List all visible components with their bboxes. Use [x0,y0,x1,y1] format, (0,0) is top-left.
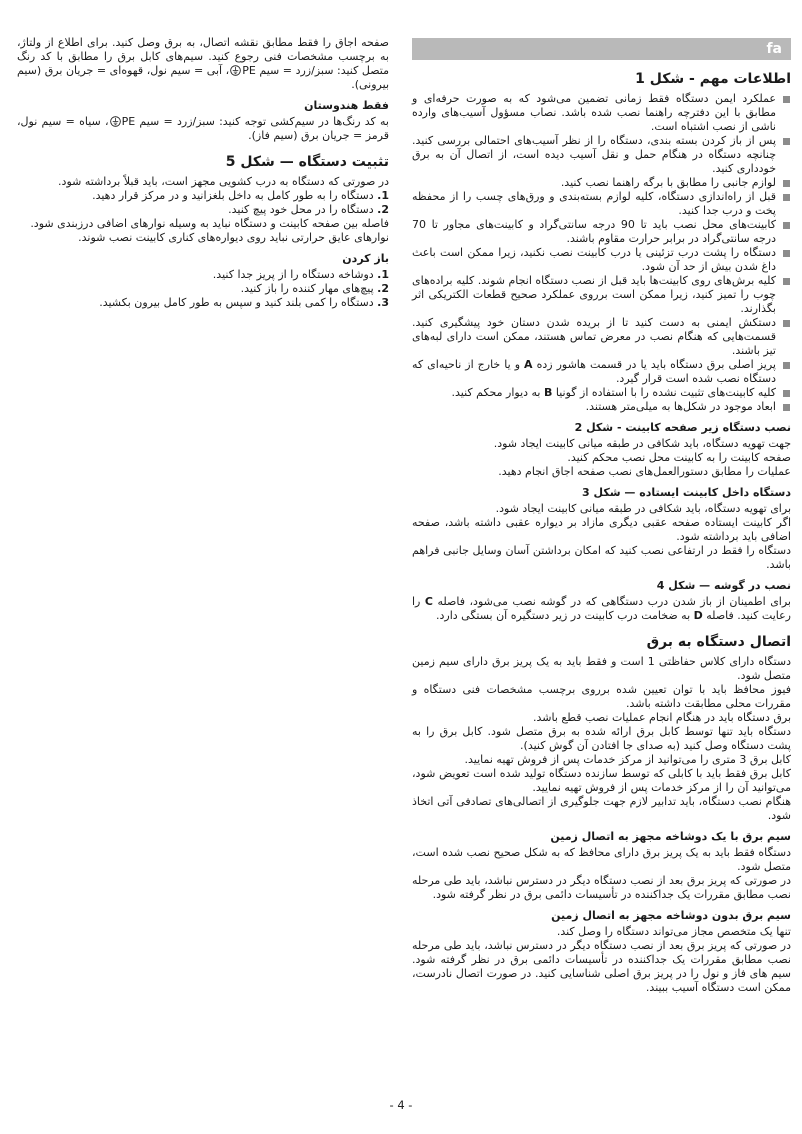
bullet-item: کلیه کابینت‌های تثبیت نشده را با استفاده از گونیا B به دیوار محکم کنید. [412,386,791,400]
paragraph: فیوز محافظ باید با توان تعیین شده برروی برچسب مشخصات فنی دستگاه و مقررات محلی مطابقت داشته باشد. [412,683,791,710]
sub-heading: باز کردن [342,252,389,265]
bullet-item: ابعاد موجود در شکل‌ها به میلی‌متر هستند. [412,400,791,414]
paragraph: دستگاه فقط باید به یک پریز برق دارای محافظ که به شکل صحیح نصب شده است، متصل شود. [412,846,791,873]
paragraph: تنها یک متخصص مجاز می‌تواند دستگاه را وصل کند. [556,925,791,938]
bullet-item: قبل از راه‌اندازی دستگاه، کلیه لوازم بسته‌بندی و ورق‌های چسب را از محفظه پخت و درب جدا کنید. [412,190,791,218]
sub-heading: فقط هندوستان [304,99,389,112]
paragraph: برای تهویه دستگاه، باید شکافی در طبقه میانی کابینت ایجاد شود. [495,502,791,515]
paragraph: دستگاه را فقط در ارتفاعی نصب کنید که امکان برداشتن آسان وسایل جانبی فراهم باشد. [412,544,791,571]
left-column [17,36,389,310]
paragraph: کابل برق 3 متری را می‌توانید از مرکز خدمات پس از فروش تهیه نمایید. [464,753,791,766]
paragraph: در صورتی که پریز برق بعد از نصب دستگاه دیگر در دسترس نباشد، باید طی مرحله نصب مطابق مقررات یک جداکننده در تأسیسات دائمی برق در نظر گرفته شود. [412,874,791,901]
right-column-content [412,70,791,995]
language-tag: fa [766,41,782,57]
paragraph: جهت تهویه دستگاه، باید شکافی در طبقه میانی کابینت ایجاد شود. [493,437,791,450]
paragraph: 2. دستگاه را در محل خود پیچ کنید. [228,203,389,216]
bullet-item: لوازم جانبی را مطابق با برگه راهنما نصب کنید. [412,176,791,190]
language-tag-bar [412,38,791,60]
paragraph: 3. دستگاه را کمی بلند کنید و سپس به طور کامل بیرون بکشید. [99,296,389,309]
bullet-item: کابینت‌های محل نصب باید تا 90 درجه سانتی‌گراد و کابینت‌های مجاور تا 70 درجه سانتی‌گراد در برابر حرارت مقاوم باشند. [412,218,791,246]
bold-reference: D [693,609,703,622]
paragraph: اگر کابینت ایستاده صفحه عقبی دیگری مازاد بر دیواره عقبی داشته باشد، صفحه اضافی باید برداشته شود. [412,516,791,543]
paragraph: 1. دوشاخه دستگاه را از پریز جدا کنید. [212,268,389,281]
bold-reference: 1. [377,189,389,202]
sub-heading: نصب دستگاه زیر صفحه کابینت - شکل 2 [574,421,791,434]
right-column [412,38,791,995]
bullet-item: عملکرد ایمن دستگاه فقط زمانی تضمین می‌شود که به صورت حرفه‌ای و مطابق با این دفترچه راهنما نصب شده باشد. نصاب مسؤول آسیب‌های وارده ناشی از نصب اشتباه است. [412,92,791,134]
paragraph: در صورتی که دستگاه به درب کشویی مجهز است، باید قبلاً برداشته شود. [58,175,389,188]
paragraph: دستگاه دارای کلاس حفاظتی 1 است و فقط باید به یک پریز برق دارای سیم زمین متصل شود. [412,655,792,682]
bold-reference: 1. [377,268,389,281]
paragraph: برق دستگاه باید در هنگام انجام عملیات نصب قطع باشد. [533,711,791,724]
bullet-item: پریز اصلی برق دستگاه باید یا در قسمت هاشور زده A و یا خارج از ناحیه‌ای که دستگاه نصب شده است قرار گیرد. [412,358,791,386]
paragraph: عملیات را مطابق دستورالعمل‌های نصب صفحه اجاق انجام دهید. [498,465,791,478]
sub-heading: سیم برق بدون دوشاخه مجهز به اتصال زمین [551,909,791,922]
bullet-item: کلیه برش‌های روی کابینت‌ها باید قبل از نصب دستگاه انجام شوند. کلیه براده‌های چوب را تمیز کنید، زیرا ممکن است برروی عملکرد صحیح قطعات الکتریکی اثر بگذارند. [412,274,791,316]
paragraph: دستگاه باید تنها توسط کابل برق ارائه شده به برق متصل شود. کابل برق را به پشت دستگاه وصل کنید (به صدای جا افتادن آن گوش کنید). [412,725,791,752]
page-number: - 4 - [389,1098,413,1112]
paragraph: فاصله بین صفحه کابینت و دستگاه نباید به وسیله نوارهای اضافی درزبندی شود. [30,217,389,230]
paragraph: 2. پیچ‌های مهار کننده را باز کنید. [240,282,389,295]
paragraph: در صورتی که پریز برق بعد از نصب دستگاه دیگر در دسترس نباشد، باید طی مرحله نصب مطابق مقررات یک جداکننده در تأسیسات دائمی برق در نظر گرفته شود. سیم های فاز و نول را در پریز برق اصلی شناسایی کنید. در صورت اتصال نادرست، ممکن است دستگاه آسیب ببیند. [412,939,791,994]
bullet-item: دستکش ایمنی به دست کنید تا از بریده شدن دستان خود پیشگیری کنید. قسمت‌هایی که هنگام نصب در معرض تماس هستند، ممکن است دارای لبه‌های تیز باشند. [412,316,791,358]
bold-reference: C [424,595,433,608]
paragraph: 1. دستگاه را به طور کامل به داخل بلغزانید و در مرکز قرار دهید. [92,189,389,202]
sub-heading: دستگاه داخل کابینت ایستاده — شکل 3 [582,486,791,499]
section-heading: اتصال دستگاه به برق [646,634,791,650]
bold-reference: B [543,386,553,399]
paragraph: نوارهای عایق حرارتی نباید روی دیواره‌های کناری کابینت نصب شوند. [78,231,389,244]
bold-reference: 3. [377,296,389,309]
paragraph: برای اطمینان از باز شدن درب دستگاهی که در گوشه نصب می‌شود، فاصله C را رعایت کنید. فاصله D به ضخامت درب کابینت در زیر دستگیره آن بستگی دارد. [412,595,791,622]
paragraph: صفحه کابینت را به کابینت محل نصب محکم کنید. [567,451,791,464]
paragraph: صفحه اجاق را فقط مطابق نقشه اتصال، به برق وصل کنید. برای اطلاع از ولتاژ، به برچسب مشخصات فنی رجوع کنید. سیم‌های کابل برق را مطابق با کد رنگ متصل کنید: سبز/زرد = سیم PE ، آبی = سیم نول، قهوه‌ای = جریان برق (سیم بیرونی). [17,36,390,91]
bullet-item: دستگاه را پشت درب تزئینی یا درب کابینت نصب نکنید، زیرا ممکن است باعث داغ شدن بیش از حد آن شود. [412,246,791,274]
bold-reference: 2. [377,203,389,216]
earth-ground-icon [230,65,241,76]
sub-heading: سیم برق با یک دوشاخه مجهز به اتصال زمین [550,830,791,843]
sub-heading: نصب در گوشه — شکل 4 [656,579,791,592]
bullet-item: پس از باز کردن بسته بندی، دستگاه را از نظر آسیب‌های احتمالی بررسی کنید. چنانچه دستگاه در هنگام حمل و نقل آسیب دیده است، از اتصال آن به برق خودداری کنید. [412,134,791,176]
paragraph: به کد رنگ‌ها در سیم‌کشی توجه کنید: سبز/زرد = سیم PE ، سیاه = سیم نول، قرمز = جریان برق (سیم فاز). [17,115,389,142]
earth-ground-icon [110,116,121,127]
paragraph: کابل برق فقط باید با کابلی که توسط سازنده دستگاه تولید شده است تعویض شود، می‌توانید آن را از مرکز خدمات پس از فروش تهیه نمایید. [412,767,791,794]
section-heading: اطلاعات مهم - شکل 1 [635,71,791,87]
bold-reference: A [524,358,533,371]
section-heading: تثبیت دستگاه — شکل 5 [225,154,389,170]
paragraph: هنگام نصب دستگاه، باید تدابیر لازم جهت جلوگیری از اتصالی‌های تصادفی آتی اتخاذ شود. [412,795,791,822]
bold-reference: 2. [377,282,389,295]
